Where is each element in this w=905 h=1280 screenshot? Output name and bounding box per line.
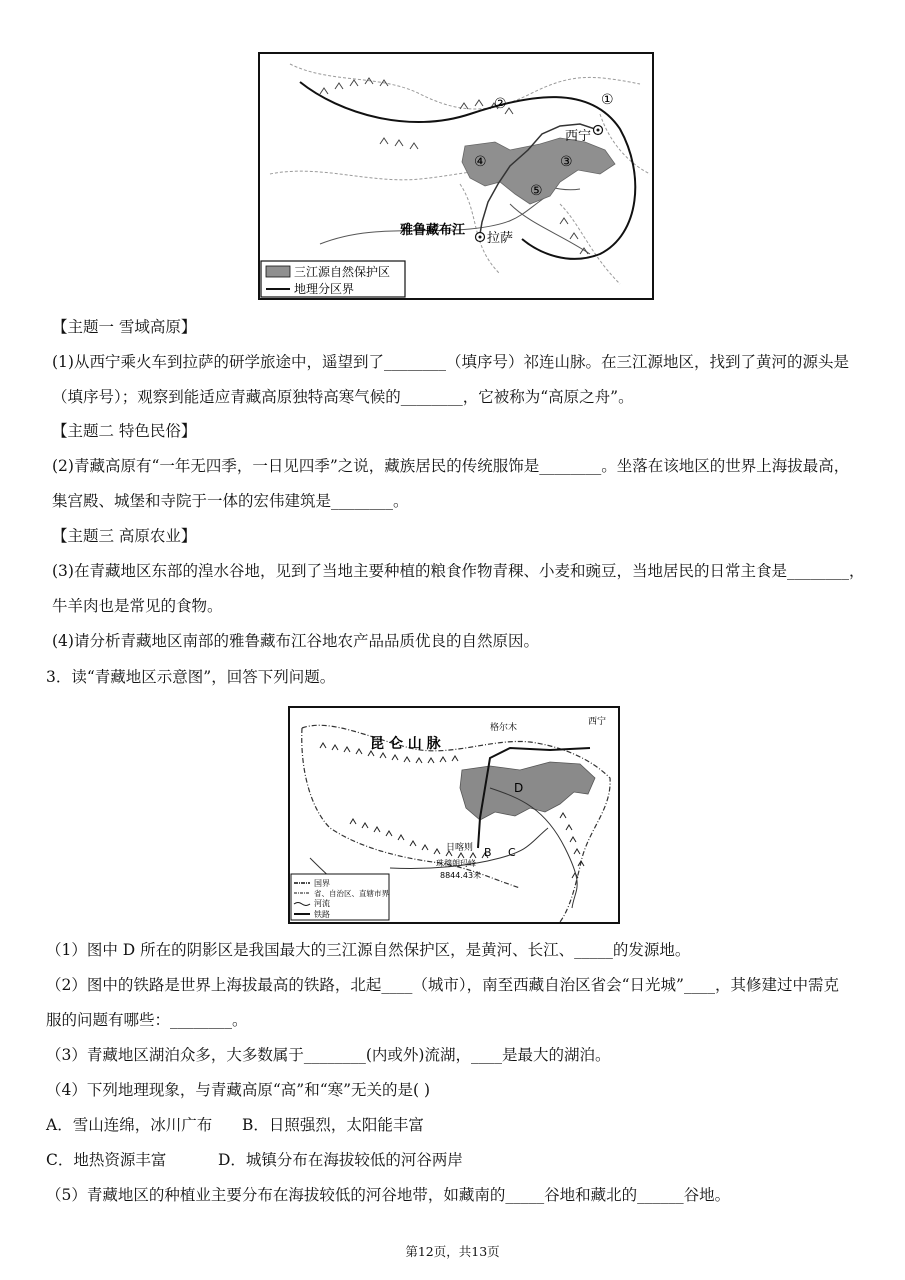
q2-line1: (2)青藏高原有“一年无四季，一日见四季”之说，藏族居民的传统服饰是________。坐落在该地区的世界上海拔最高， — [52, 457, 850, 475]
question3-intro: 3．读“青藏地区示意图”，回答下列问题。 — [46, 668, 336, 686]
theme3-heading: 【主题三 高原农业】 — [52, 527, 197, 545]
legend-item-province: 省、自治区、直辖市界 — [314, 889, 389, 898]
q3-sub2-line1: （2）图中的铁路是世界上海拔最高的铁路，北起____（城市），南至西藏自治区省会“日光城”____，其修建过中需克 — [46, 976, 839, 994]
xining-marker — [594, 126, 603, 135]
option-c: C．地热资源丰富 — [46, 1151, 167, 1169]
label-shigatse: 日喀则 — [446, 843, 474, 853]
map1-province-boundaries — [270, 64, 650, 284]
theme1-heading: 【主题一 雪域高原】 — [52, 318, 197, 336]
qinghai-tibet-region-map — [288, 706, 620, 924]
label-elevation: 8844.43米 — [440, 871, 482, 880]
label-n4: ④ — [474, 154, 487, 170]
page-footer: 第12页，共13页 — [405, 1244, 500, 1259]
map2-svg — [290, 708, 618, 922]
q3-sub1: （1）图中 D 所在的阴影区是我国最大的三江源自然保护区，是黄河、长江、_____的发源地。 — [46, 941, 691, 959]
legend-item-river: 河流 — [314, 899, 330, 908]
legend-item-border: 国界 — [314, 879, 330, 888]
q3-line2: 牛羊肉也是常见的食物。 — [52, 597, 223, 615]
label-yarlung-river: 雅鲁藏布江 — [400, 223, 466, 238]
legend-protected-area: 三江源自然保护区 — [294, 265, 391, 279]
q4-line: (4)请分析青藏地区南部的雅鲁藏布江谷地农产品品质优良的自然原因。 — [52, 632, 539, 650]
legend-item-railway: 铁路 — [314, 910, 330, 919]
q3-sub3: （3）青藏地区湖泊众多，大多数属于________(内或外)流湖，____是最大的湖泊。 — [46, 1046, 611, 1064]
label-n5: ⑤ — [530, 183, 543, 199]
qinghai-tibet-route-map — [258, 52, 654, 300]
label-kunlun: 昆 仑 山 脉 — [370, 736, 441, 752]
label-everest: 珠穆朗玛峰 — [436, 859, 476, 868]
label-c: C — [508, 846, 516, 859]
map2-legend — [291, 874, 389, 920]
map1-svg — [260, 54, 652, 298]
label-n3: ③ — [560, 154, 573, 170]
label-golmud: 格尔木 — [490, 723, 518, 733]
theme2-heading: 【主题二 特色民俗】 — [52, 422, 197, 440]
q3-sub2-line2: 服的问题有哪些：________。 — [46, 1011, 248, 1029]
legend-shade-swatch — [266, 266, 290, 277]
option-d: D．城镇分布在海拔较低的河谷两岸 — [218, 1151, 463, 1169]
lhasa-marker — [476, 233, 485, 242]
label-xining-2: 西宁 — [588, 717, 607, 727]
label-n1: ① — [601, 92, 614, 108]
legend-boundary: 地理分区界 — [294, 282, 355, 296]
label-n2: ② — [494, 96, 507, 112]
q3-sub5: （5）青藏地区的种植业主要分布在海拔较低的河谷地带，如藏南的_____谷地和藏北的______谷地。 — [46, 1186, 731, 1204]
q1-line2: （填序号）；观察到能适应青藏高原独特高寒气候的________，它被称为“高原之舟”。 — [52, 388, 634, 406]
label-d: D — [514, 781, 524, 795]
q1-line1: (1)从西宁乘火车到拉萨的研学旅途中，遥望到了________（填序号）祁连山脉。在三江源地区，找到了黄河的源头是 — [52, 353, 849, 371]
q3-sub4: （4）下列地理现象，与青藏高原“高”和“寒”无关的是( ) — [46, 1081, 431, 1099]
q3-line1: (3)在青藏地区东部的湟水谷地，见到了当地主要种植的粮食作物青稞、小麦和豌豆，当地居民的日常主食是________， — [52, 562, 865, 580]
map1-legend — [261, 261, 405, 297]
option-b: B．日照强烈，太阳能丰富 — [242, 1116, 424, 1134]
q2-line2: 集宫殿、城堡和寺院于一体的宏伟建筑是________。 — [52, 492, 409, 510]
label-b: B — [484, 846, 492, 859]
option-a: A．雪山连绵，冰川广布 — [46, 1116, 213, 1134]
label-xining: 西宁 — [565, 129, 592, 144]
label-lhasa: 拉萨 — [487, 231, 514, 246]
